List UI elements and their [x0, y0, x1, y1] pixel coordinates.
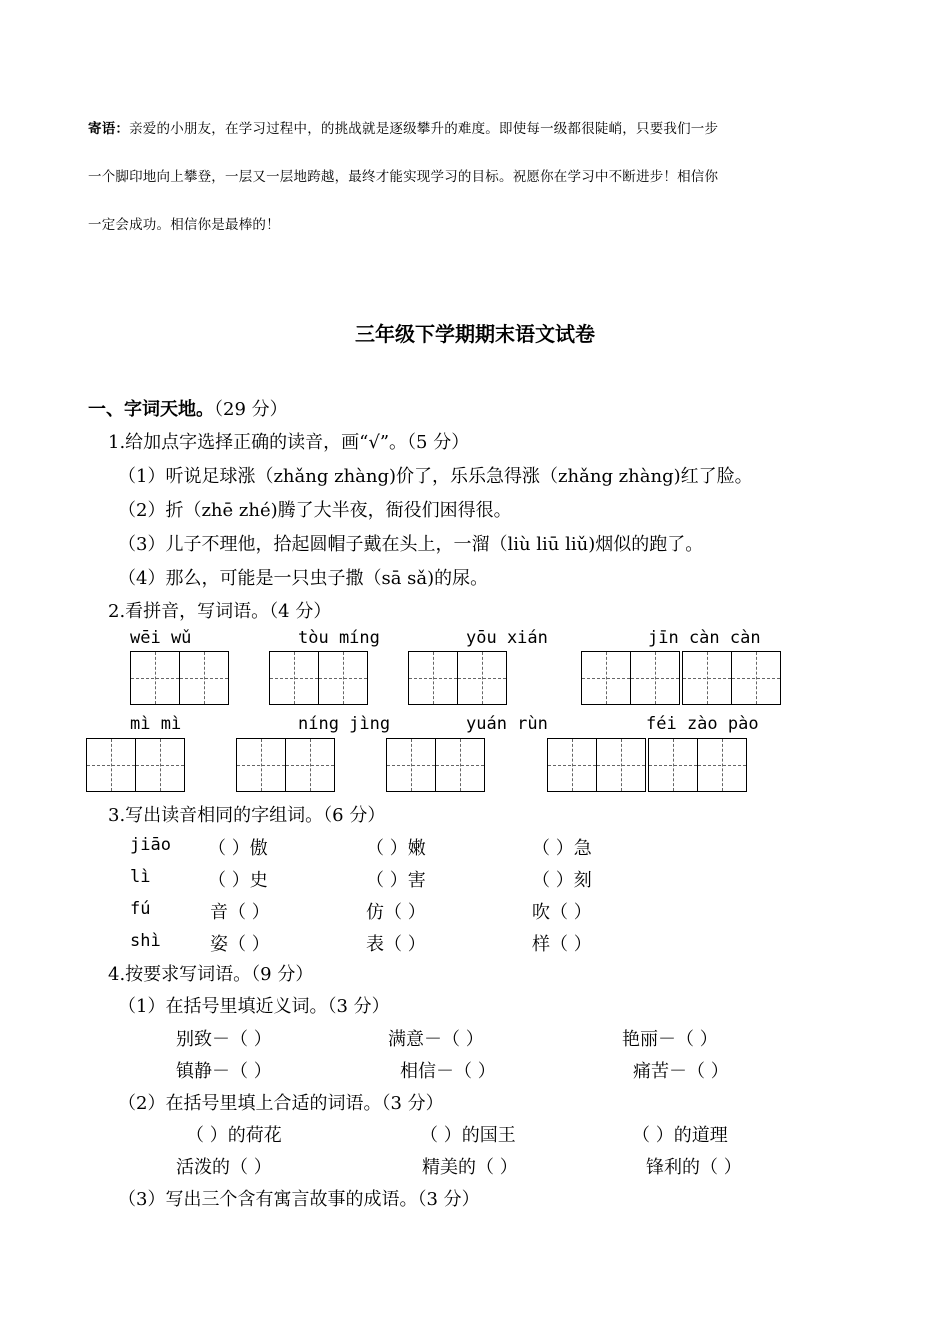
- q4-blank: 镇静－（ ）: [176, 1061, 272, 1082]
- writing-grid[interactable]: [130, 651, 227, 705]
- q2-heading: 2.看拼音，写词语。（4 分）: [108, 601, 332, 622]
- pinyin-label: níng jìng: [298, 714, 391, 734]
- q3-heading: 3.写出读音相同的字组词。（6 分）: [108, 805, 386, 826]
- pinyin-label: tòu míng: [298, 628, 380, 648]
- q4-heading: 4.按要求写词语。（9 分）: [108, 964, 314, 985]
- q4-blank: 活泼的（ ）: [176, 1157, 272, 1178]
- greeting-line-2: 一个脚印地向上攀登，一层又一层地跨越，最终才能实现学习的目标。祝愿你在学习中不断进步！相信你: [88, 169, 719, 185]
- q3-pinyin: shì: [130, 931, 161, 951]
- q4-part1-heading: （1）在括号里填近义词。（3 分）: [118, 996, 390, 1017]
- pinyin-label: yōu xián: [466, 628, 548, 648]
- q3-pinyin: lì: [130, 867, 151, 887]
- q1-item-1: （1）听说足球涨（zhǎng zhàng)价了，乐乐急得涨（zhǎng zhàng)红了脸。: [118, 466, 753, 487]
- q1-item-4: （4）那么，可能是一只虫子撒（sā sǎ)的尿。: [118, 568, 489, 589]
- writing-grid[interactable]: [581, 651, 779, 705]
- q1-item-2: （2）折（zhē zhé)腾了大半夜，衙役们困得很。: [118, 500, 512, 521]
- q3-blank: （ ）傲: [208, 838, 268, 859]
- pinyin-label: jīn càn càn: [648, 628, 761, 648]
- q4-part3-heading: （3）写出三个含有寓言故事的成语。（3 分）: [118, 1189, 480, 1210]
- writing-grid[interactable]: [408, 651, 505, 705]
- q3-blank: 吹（ ）: [532, 902, 592, 923]
- pinyin-label: féi zào pào: [646, 714, 759, 734]
- pinyin-label: mì mì: [130, 714, 182, 734]
- q4-blank: 锋利的（ ）: [646, 1157, 742, 1178]
- q4-blank: 相信－（ ）: [400, 1061, 496, 1082]
- q3-blank: 表（ ）: [366, 934, 426, 955]
- writing-grid[interactable]: [269, 651, 366, 705]
- q4-blank: 精美的（ ）: [422, 1157, 518, 1178]
- q3-blank: 音（ ）: [210, 902, 270, 923]
- q3-blank: 样（ ）: [532, 934, 592, 955]
- q4-blank: （ ）的国王: [420, 1125, 516, 1146]
- q4-blank: 满意－（ ）: [388, 1029, 484, 1050]
- greeting-line-3: 一定会成功。相信你是最棒的！: [88, 217, 280, 233]
- q1-item-3: （3）儿子不理他，拾起圆帽子戴在头上，一溜（liù liū liǔ)烟似的跑了。: [118, 534, 704, 555]
- page-title: 三年级下学期期末语文试卷: [355, 322, 595, 346]
- q3-pinyin: jiāo: [130, 835, 171, 855]
- q3-pinyin: fú: [130, 899, 151, 919]
- q4-blank: 艳丽－（ ）: [622, 1029, 718, 1050]
- q3-blank: （ ）急: [532, 838, 592, 859]
- greeting-line-1: 寄语：亲爱的小朋友，在学习过程中，的挑战就是逐级攀升的难度。即使每一级都很陡峭，只要我们一步: [88, 121, 719, 137]
- pinyin-label: yuán rùn: [466, 714, 548, 734]
- writing-grid[interactable]: [547, 738, 745, 792]
- section-heading: 一、字词天地。（29 分）: [88, 399, 288, 420]
- q1-heading: 1.给加点字选择正确的读音，画“√”。（5 分）: [108, 432, 470, 453]
- q3-blank: 姿（ ）: [210, 934, 270, 955]
- q3-blank: （ ）害: [366, 870, 426, 891]
- writing-grid[interactable]: [236, 738, 333, 792]
- q4-part2-heading: （2）在括号里填上合适的词语。（3 分）: [118, 1093, 444, 1114]
- q4-blank: （ ）的荷花: [186, 1125, 282, 1146]
- pinyin-label: wēi wǔ: [130, 628, 192, 648]
- q3-blank: （ ）史: [208, 870, 268, 891]
- q4-blank: （ ）的道理: [632, 1125, 728, 1146]
- q3-blank: （ ）嫩: [366, 838, 426, 859]
- q3-blank: 仿（ ）: [366, 902, 426, 923]
- writing-grid[interactable]: [386, 738, 483, 792]
- q4-blank: 痛苦－（ ）: [633, 1061, 729, 1082]
- greeting-label: 寄语：: [88, 121, 130, 137]
- writing-grid[interactable]: [86, 738, 183, 792]
- q4-blank: 别致－（ ）: [176, 1029, 272, 1050]
- q3-blank: （ ）刻: [532, 870, 592, 891]
